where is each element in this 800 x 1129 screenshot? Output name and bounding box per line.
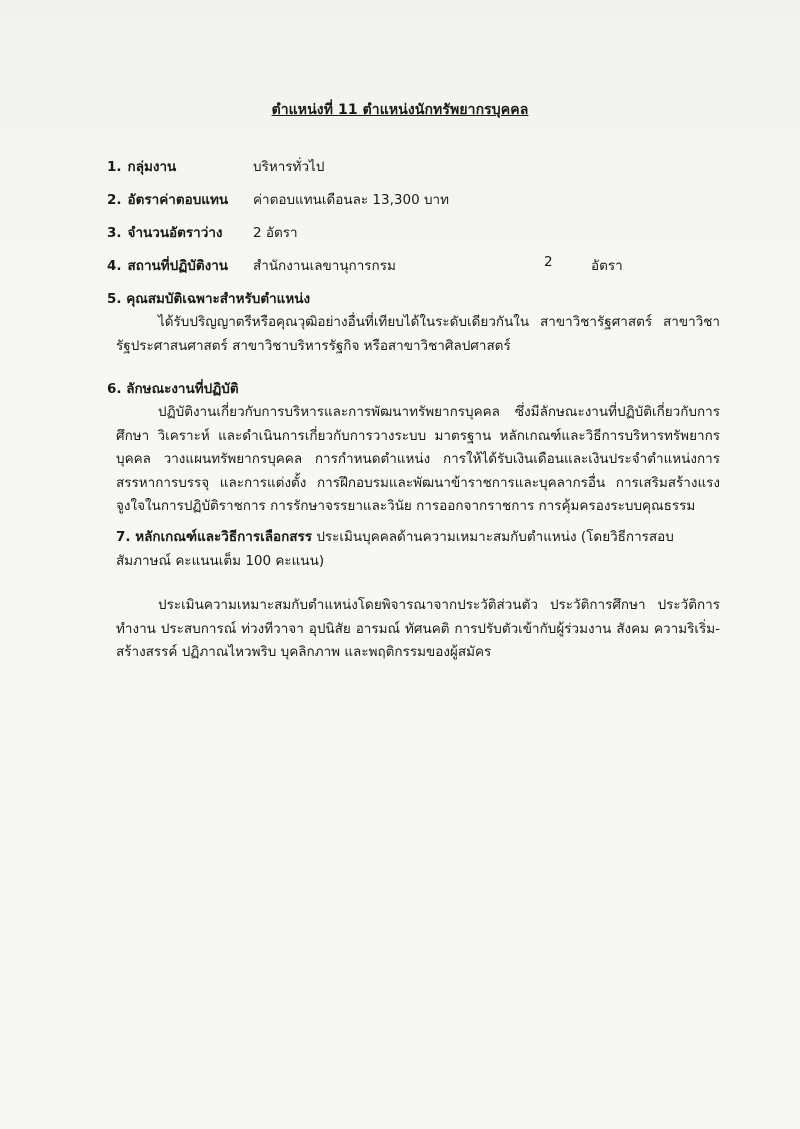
item-label: สถานที่ปฏิบัติงาน [127, 258, 229, 274]
section-7-title: 7. หลักเกณฑ์และวิธีการเลือกสรร [116, 529, 313, 545]
section-7-heading [116, 526, 720, 573]
section-7-subtitle: ประเมินบุคคลด้านความเหมาะสมกับตำแหน่ง (โดยวิธีการสอบสัมภาษณ์ คะแนนเต็ม 100 คะแนน) [116, 529, 674, 569]
item-label: อัตราค่าตอบแทน [127, 192, 229, 208]
item-unit: อัตรา [591, 258, 623, 274]
item-value: สำนักงานเลขานุการกรม [253, 258, 396, 274]
item-value: ค่าตอบแทนเดือนละ 13,300 บาท [253, 192, 449, 208]
item-number: 1. [107, 159, 122, 175]
item-number: 2. [107, 192, 122, 208]
section-7-body: ประเมินความเหมาะสมกับตำแหน่งโดยพิจารณาจากประวัติส่วนตัว ประวัติการศึกษา ประวัติการทำงาน ประสบการณ์ ท่วงทีวาจา อุปนิสัย อารมณ์ ทัศนคติ การปรับตัวเข้ากับผู้ร่วมงาน สังคม ความริเริ่ม-สร้างสรรค์ ปฏิภาณไหวพริบ บุคลิกภาพ และพฤติกรรมของผู้สมัคร [116, 597, 720, 660]
section-6-heading: 6. ลักษณะงานที่ปฏิบัติ [107, 381, 239, 397]
item-number: 3. [107, 225, 122, 241]
section-6-body: ปฏิบัติงานเกี่ยวกับการบริหารและการพัฒนาทรัพยากรบุคคล ซึ่งมีลักษณะงานที่ปฏิบัติเกี่ยวกับการศึกษา วิเคราะห์ และดำเนินการเกี่ยวกับการวางระบบ มาตรฐาน หลักเกณฑ์และวิธีการบริหารทรัพยากรบุคคล วางแผนทรัพยากรบุคคล การกำหนดตำแหน่ง การให้ได้รับเงินเดือนและเงินประจำตำแหน่งการสรรหาการบรรจุ และการแต่งตั้ง การฝึกอบรมและพัฒนาข้าราชการและบุคลากรอื่น การเสริมสร้างแรงจูงใจในการปฏิบัติราชการ การรักษาจรรยาและวินัย การออกจากราชการ การคุ้มครองระบบคุณธรรม [116, 404, 720, 514]
section-5-body: ได้รับปริญญาตรีหรือคุณวุฒิอย่างอื่นที่เทียบได้ในระดับเดียวกันใน สาขาวิชารัฐศาสตร์ สาขาวิชารัฐประศาสนศาสตร์ สาขาวิชาบริหารรัฐกิจ หรือสาขาวิชาศิลปศาสตร์ [116, 314, 720, 354]
item-count: 2 [544, 254, 553, 270]
item-label: กลุ่มงาน [127, 159, 177, 175]
section-5-heading: 5. คุณสมบัติเฉพาะสำหรับตำแหน่ง [107, 291, 311, 307]
item-value: 2 อัตรา [253, 225, 298, 241]
item-value: บริหารทั่วไป [253, 159, 325, 175]
document-title: ตำแหน่งที่ 11 ตำแหน่งนักทรัพยากรบุคคล [271, 102, 529, 118]
item-label: จำนวนอัตราว่าง [127, 225, 223, 241]
item-number: 4. [107, 258, 122, 274]
